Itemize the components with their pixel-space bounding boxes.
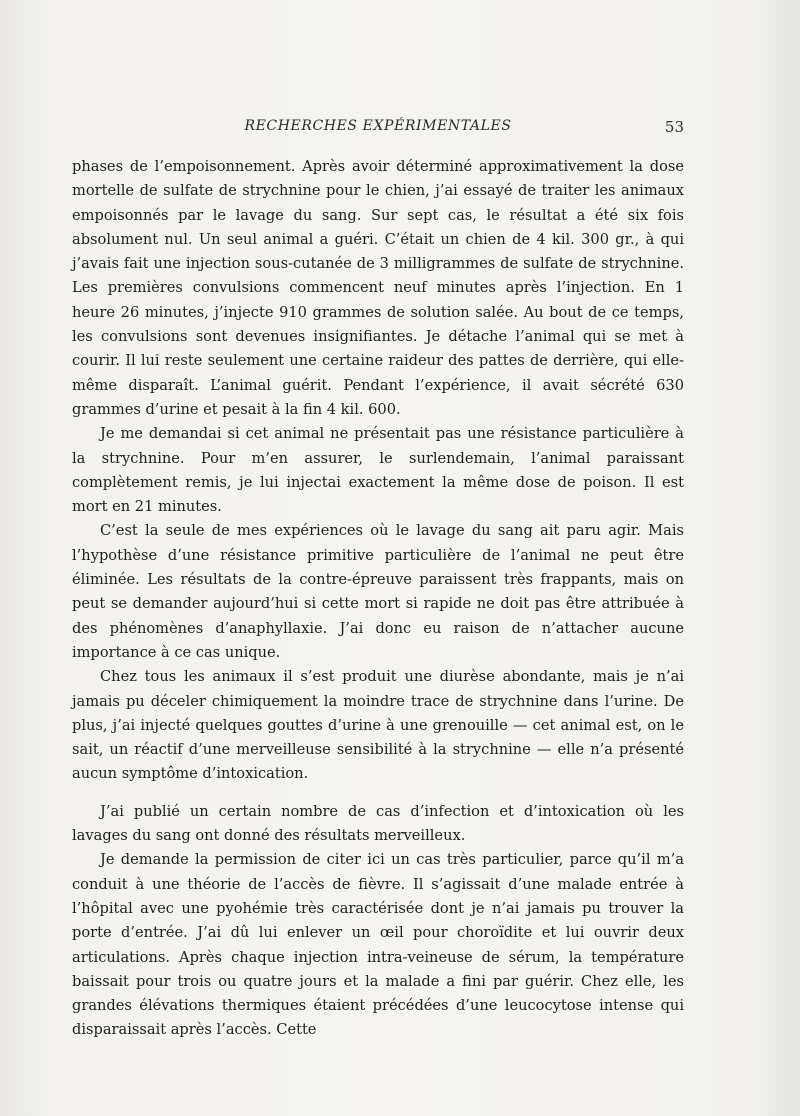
- paragraph-published-cases: J’ai publié un certain nombre de cas d’infection et d’intoxication où les lavages du sang ont donné des résultats merveilleux.: [72, 802, 684, 845]
- running-title: RECHERCHES EXPÉRIMENTALES: [244, 118, 512, 134]
- paragraph-single-success: C’est la seule de mes expériences où le lavage du sang ait paru agir. Mais l’hypothèse d’une résistance primitive particulière de l’animal ne peut être éliminée. Les résultats de la contre-épreuve paraissent très frappants, mais on peut se demander aujourd’hui si cette mort si rapide ne doit pas être attribuée à des phénomènes d’anaphyllaxie. J’ai donc eu raison de n’attacher aucune importance à ce cas unique.: [72, 522, 684, 661]
- page-header: [72, 118, 684, 142]
- paragraph-diuresis: Chez tous les animaux il s’est produit une diurèse abondante, mais je n’ai jamais pu déceler chimiquement la moindre trace de strychnine dans l’urine. De plus, j’ai injecté quelques gouttes d’urine à une grenouille — cet animal est, on le sait, un réactif d’une merveilleuse sensibilité à la strychnine — elle n’a présenté aucun symptôme d’intoxication.: [72, 668, 684, 783]
- paragraph-clinical-case: Je demande la permission de citer ici un cas très particulier, parce qu’il m’a conduit à une théorie de l’accès de fièvre. Il s’agissait d’une malade entrée à l’hôpital avec une pyohémie très caractérisée dont je n’ai jamais pu trouver la porte d’entrée. J’ai dû lui enlever un œil pour choroïdite et lui ouvrir deux articulations. Après chaque injection intra-veineuse de sérum, la température baissait pour trois ou quatre jours et la malade a fini par guérir. Chez elle, les grandes élévations thermiques étaient précédées d’une leucocytose intense qui disparaissait après l’accès. Cette: [72, 851, 684, 1039]
- body-text: [72, 155, 684, 1043]
- paragraph-resistance-test: Je me demandai si cet animal ne présentait pas une résistance particulière à la strychnine. Pour m’en assurer, le surlendemain, l’animal paraissant complètement remis, je lui injectai exactement la même dose de poison. Il est mort en 21 minutes.: [72, 425, 684, 516]
- paragraph-continuation: phases de l’empoisonnement. Après avoir déterminé approximativement la dose mortelle de sulfate de strychnine pour le chien, j’ai essayé de traiter les animaux empoisonnés par le lavage du sang. Sur sept cas, le résultat a été six fois absolument nul. Un seul animal a guéri. C’était un chien de 4 kil. 300 gr., à qui j’avais fait une injection sous-cutanée de 3 milligrammes de sulfate de strychnine. Les premières convulsions commencent neuf minutes après l’injection. En 1 heure 26 minutes, j’injecte 910 grammes de solution salée. Au bout de ce temps, les convulsions sont devenues insignifiantes. Je détache l’animal qui se met à courir. Il lui reste seulement une certaine raideur des pattes de derrière, qui elle-même disparaît. L’animal guérit. Pendant l’expérience, il avait sécrété 630 grammes d’urine et pesait à la fin 4 kil. 600.: [72, 158, 684, 418]
- page-number: 53: [664, 118, 684, 136]
